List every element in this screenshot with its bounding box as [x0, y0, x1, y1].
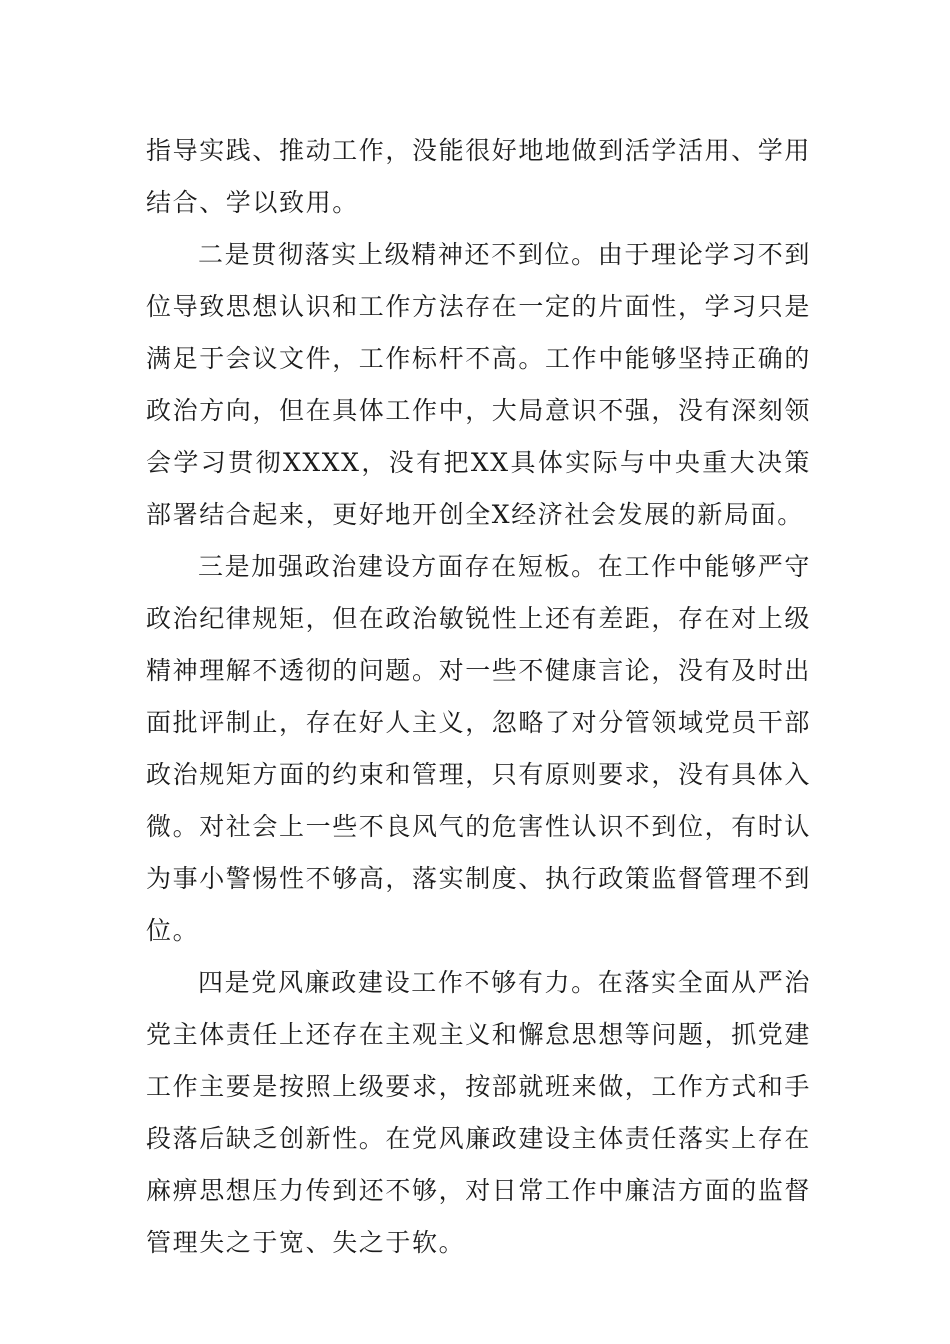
- paragraph-point-two: 二是贯彻落实上级精神还不到位。由于理论学习不到位导致思想认识和工作方法存在一定的片面性，学习只是满足于会议文件，工作标杆不高。工作中能够坚持正确的政治方向，但在具体工作中，大局意识不强，没有深刻领会学习贯彻XXXX，没有把XX具体实际与中央重大决策部署结合起来，更好地开创全X经济社会发展的新局面。: [146, 240, 812, 529]
- paragraph-continued: 指导实践、推动工作，没能很好地地做到活学活用、学用结合、学以致用。: [146, 136, 812, 217]
- paragraph-point-three: 三是加强政治建设方面存在短板。在工作中能够严守政治纪律规矩，但在政治敏锐性上还有差距，存在对上级精神理解不透彻的问题。对一些不健康言论，没有及时出面批评制止，存在好人主义，忽略了对分管领域党员干部政治规矩方面的约束和管理，只有原则要求，没有具体入微。对社会上一些不良风气的危害性认识不到位，有时认为事小警惕性不够高，落实制度、执行政策监督管理不到位。: [146, 552, 812, 945]
- paragraph-point-four: 四是党风廉政建设工作不够有力。在落实全面从严治党主体责任上还存在主观主义和懈怠思想等问题，抓党建工作主要是按照上级要求，按部就班来做，工作方式和手段落后缺乏创新性。在党风廉政建设主体责任落实上存在麻痹思想压力传到还不够，对日常工作中廉洁方面的监督管理失之于宽、失之于软。: [146, 968, 812, 1257]
- document-body: [146, 125, 811, 1269]
